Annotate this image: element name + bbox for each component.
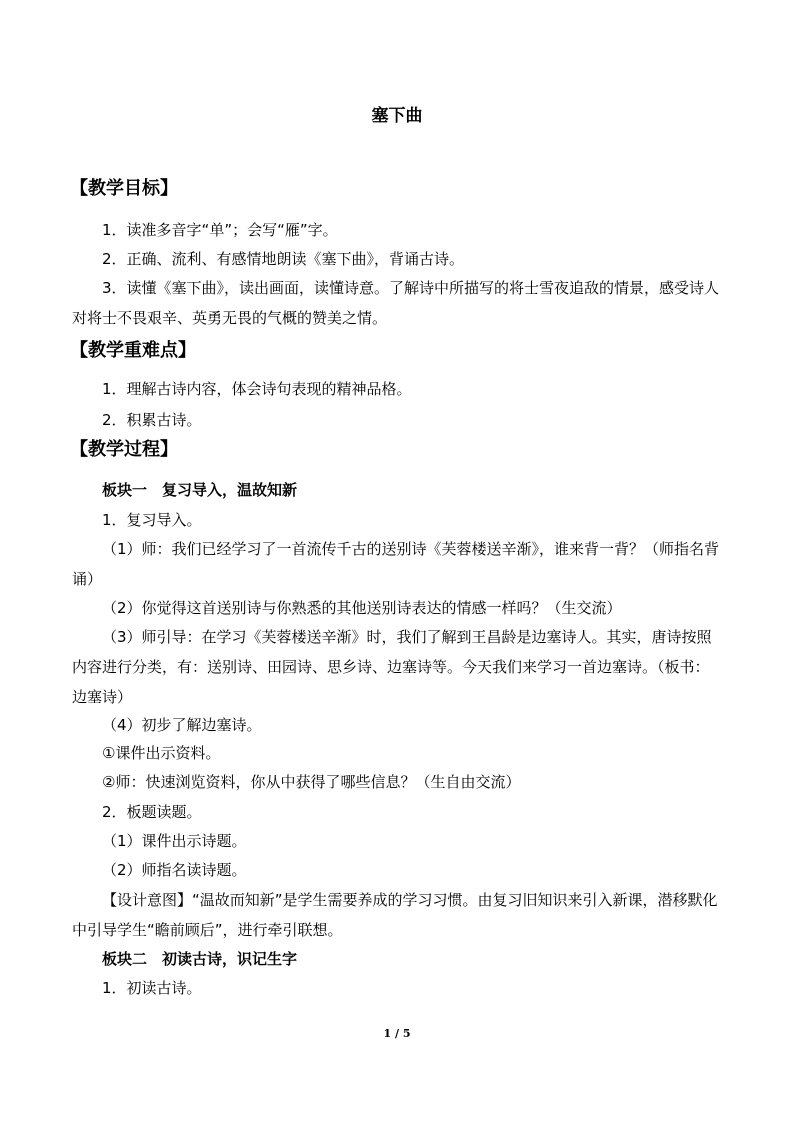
block2-title: 板块二 初读古诗，识记生字 [102,950,298,968]
process-line-4: （3）师引导：在学习《芙蓉楼送辛渐》时，我们了解到王昌龄是边塞诗人。其实，唐诗按照内容进行分类，有：送别诗、田园诗、思乡诗、边塞诗等。今天我们来学习一首边塞诗。（板书：边塞诗） [72,628,712,706]
process-line-9: （1）课件出示诗题。 [102,832,247,850]
goal-item-3: 3．读懂《塞下曲》，读出画面，读懂诗意。了解诗中所描写的将士雪夜追敌的情景，感受诗人对将士不畏艰辛、英勇无畏的气概的赞美之情。 [72,279,720,327]
section-heading-goals: 【教学目标】 [70,178,178,199]
process-block2-line-1: 1．初读古诗。 [102,979,202,997]
page-number: 1 / 5 [383,1027,411,1040]
process-line-7: ②师：快速浏览资料，你从中获得了哪些信息？（生自由交流） [102,773,521,791]
key-point-item-2: 2．积累古诗。 [102,411,202,429]
process-line-8: 2．板题读题。 [102,803,202,821]
key-point-item-1: 1．理解古诗内容，体会诗句表现的精神品格。 [102,380,412,398]
document-title: 塞下曲 [371,106,423,126]
block1-title: 板块一 复习导入，温故知新 [102,481,298,499]
section-heading-process: 【教学过程】 [70,439,178,460]
process-line-2: （1）师：我们已经学习了一首流传千古的送别诗《芙蓉楼送辛渐》，谁来背一背？（师指名背诵） [72,540,720,588]
section-heading-key-points: 【教学重难点】 [70,340,196,361]
goal-item-1: 1．读准多音字“单”；会写“雁”字。 [102,221,338,239]
design-intent: 【设计意图】“温故而知新”是学生需要养成的学习习惯。由复习旧知识来引入新课，潜移默化中引导学生“瞻前顾后”，进行牵引联想。 [72,891,718,939]
process-line-3: （2）你觉得这首送别诗与你熟悉的其他送别诗表达的情感一样吗？（生交流） [102,599,622,617]
goal-item-2: 2．正确、流利、有感情地朗读《塞下曲》，背诵古诗。 [102,250,465,268]
process-line-6: ①课件出示资料。 [102,744,221,762]
process-line-1: 1．复习导入。 [102,511,202,529]
process-line-5: （4）初步了解边塞诗。 [102,716,262,734]
process-line-10: （2）师指名读诗题。 [102,861,247,879]
